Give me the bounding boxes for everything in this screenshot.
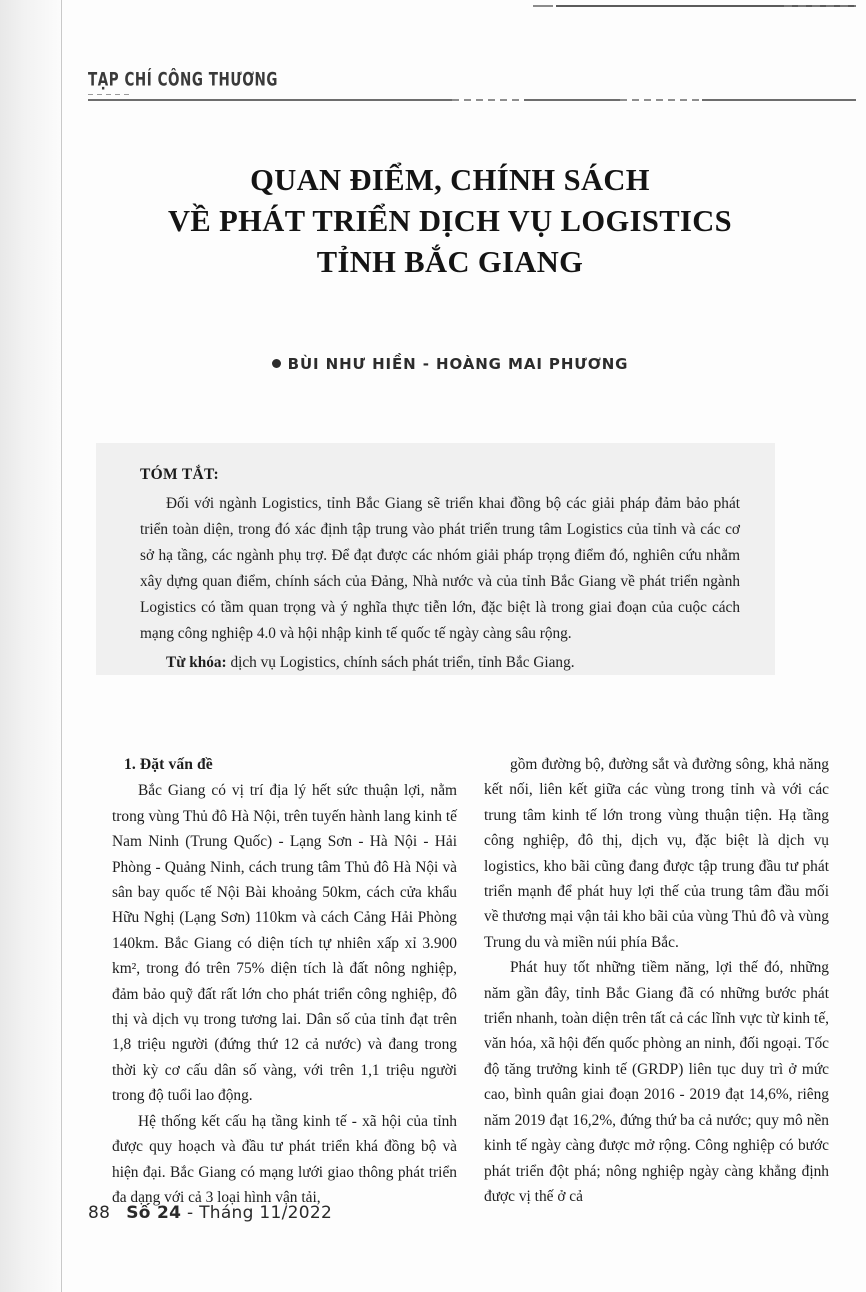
article-title-line-3: TỈNH BẮC GIANG bbox=[316, 245, 584, 279]
page-number: 88 bbox=[88, 1203, 111, 1223]
keywords-line bbox=[140, 650, 740, 676]
masthead-underdash bbox=[88, 94, 130, 95]
body-column-right bbox=[484, 752, 829, 1209]
bullet-icon bbox=[272, 359, 281, 368]
abstract-text: Đối với ngành Logistics, tỉnh Bắc Giang sẽ triển khai đồng bộ các giải pháp đảm bảo phát triển toàn diện, trong đó xác định tập trung vào phát triển trung tâm Logistics của tỉnh và các cơ sở hạ tầng, các ngành phụ trợ. Để đạt được các nhóm giải pháp trọng điểm đó, nghiên cứu nhằm xây dựng quan điểm, chính sách của Đảng, Nhà nước và của tỉnh Bắc Giang về phát triển ngành Logistics có tầm quan trọng và ý nghĩa thực tiễn lớn, đặc biệt là trong giai đoạn của cuộc cách mạng công nghiệp 4.0 và hội nhập kinh tế quốc tế ngày càng sâu rộng. bbox=[140, 495, 740, 642]
paragraph: Hệ thống kết cấu hạ tầng kinh tế - xã hội của tỉnh được quy hoạch và đầu tư phát triển khá đồng bộ và hiện đại. Bắc Giang có mạng lưới giao thông phát triển đa dạng với cả 3 loại hình vận tải, bbox=[112, 1112, 457, 1206]
abstract-content bbox=[140, 466, 740, 676]
article-title-line-1: QUAN ĐIỂM, CHÍNH SÁCH bbox=[250, 163, 650, 197]
issue-date: - Tháng 11/2022 bbox=[181, 1203, 333, 1223]
article-title-line-2: VỀ PHÁT TRIỂN DỊCH VỤ LOGISTICS bbox=[167, 204, 733, 238]
article-title bbox=[100, 160, 800, 283]
paragraph: Phát huy tốt những tiềm năng, lợi thế đó, những năm gần đây, tỉnh Bắc Giang đã có những bước phát triển nhanh, toàn diện trên tất cả các lĩnh vực từ kinh tế, văn hóa, xã hội đến quốc phòng an ninh, đối ngoại. Tốc độ tăng trưởng kinh tế (GRDP) liên tục duy trì ở mức cao, bình quân giai đoạn 2016 - 2019 đạt 14,6%, riêng năm 2019 đạt 16,2%, đứng thứ ba cả nước; quy mô nền kinh tế ngày càng được mở rộng. Công nghiệp có bước phát triển đột phá; nông nghiệp ngày càng khẳng định được vị thế ở cả bbox=[484, 959, 829, 1205]
paragraph: Bắc Giang có vị trí địa lý hết sức thuận lợi, nằm trong vùng Thủ đô Hà Nội, trên tuyến hành lang kinh tế Nam Ninh (Trung Quốc) - Lạng Sơn - Hà Nội - Hải Phòng - Quảng Ninh, cách trung tâm Thủ đô Hà Nội và sân bay quốc tế Nội Bài khoảng 50km, cách cửa khẩu Hữu Nghị (Lạng Sơn) 110km và cách Cảng Hải Phòng 140km. Bắc Giang có diện tích tự nhiên xấp xỉ 3.900 km², trong đó trên 75% diện tích là đất nông nghiệp, đảm bảo quỹ đất rất lớn cho phát triển công nghiệp, đô thị và dịch vụ trong tương lai. Dân số của tỉnh đạt trên 1,8 triệu người (đứng thứ 12 cả nước) và đang trong thời kỳ cơ cấu dân số vàng, với trên 1,1 triệu người trong độ tuổi lao động. bbox=[112, 782, 457, 1105]
issue-number: Số 24 bbox=[126, 1203, 182, 1223]
masthead-rule-dash-two bbox=[620, 99, 702, 101]
top-rule-dash-left bbox=[533, 5, 553, 7]
masthead-title: TẠP CHÍ CÔNG THƯƠNG bbox=[88, 70, 279, 91]
section-heading-1: 1. Đặt vấn đề bbox=[124, 756, 213, 773]
keywords-text: dịch vụ Logistics, chính sách phát triển, tỉnh Bắc Giang. bbox=[226, 654, 575, 671]
paragraph: gồm đường bộ, đường sắt và đường sông, khả năng kết nối, liên kết giữa các vùng trong tỉnh và với các trung tâm kinh tế lớn trong vùng thuận tiện. Hạ tầng công nghiệp, đô thị, dịch vụ, đặc biệt là dịch vụ logistics, kho bãi cũng đang được tập trung đầu tư phát triển mạnh để phát huy lợi thế của trung tâm đầu mối về thương mại vận tải kho bãi của vùng Thủ đô và vùng Trung du và miền núi phía Bắc. bbox=[484, 756, 829, 951]
top-rule-dash-right bbox=[784, 5, 856, 7]
abstract-label: TÓM TẮT: bbox=[140, 466, 219, 483]
masthead-rule-dash-one bbox=[452, 99, 524, 101]
page-footer bbox=[88, 1203, 332, 1223]
article-authors bbox=[100, 355, 800, 373]
body-column-left bbox=[112, 752, 457, 1210]
book-spine-shadow bbox=[0, 0, 62, 1292]
book-spine-line bbox=[61, 0, 62, 1292]
keywords-label: Từ khóa: bbox=[166, 654, 227, 671]
author-names: BÙI NHƯ HIỀN - HOÀNG MAI PHƯƠNG bbox=[287, 355, 629, 373]
